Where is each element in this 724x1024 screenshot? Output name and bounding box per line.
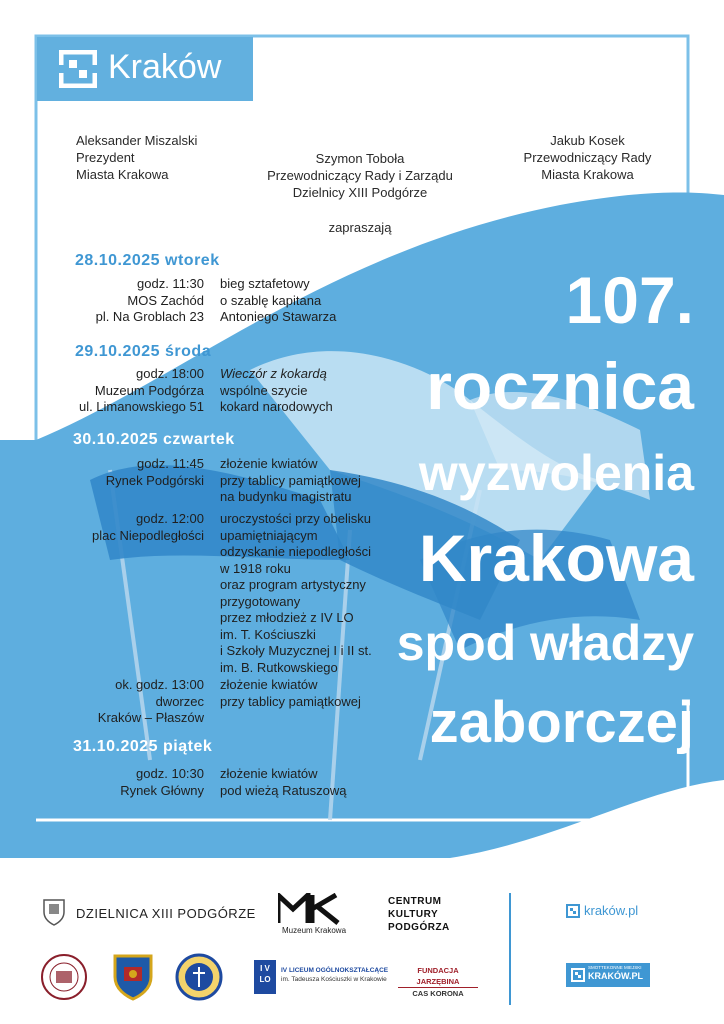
event-desc-line: na budynku magistratu: [220, 489, 352, 504]
event-desc-line: złożenie kwiatów: [220, 456, 318, 471]
iv-lo-text: [281, 966, 388, 984]
headline-line-1: 107.: [565, 263, 694, 337]
krakow-logo-icon: [59, 50, 97, 88]
event-3-2: [0, 511, 724, 681]
host-center-role: Przewodniczący Rady i Zarządu: [267, 168, 453, 183]
event-place: Rynek Główny: [120, 782, 204, 798]
music-school-seal-icon: [175, 953, 223, 1001]
host-center-name: Szymon Toboła: [315, 151, 405, 166]
podgorze-crest-icon: [112, 953, 154, 1001]
event-3-1: [0, 456, 724, 508]
date-day-2: 29.10.2025 środa: [75, 343, 212, 360]
event-location: [98, 677, 204, 727]
event-place: Muzeum Podgórza: [94, 382, 204, 398]
event-desc-line: Wieczór z kokardą: [220, 366, 327, 381]
centrum-line-2: KULTURY: [388, 909, 439, 920]
event-desc-line: przez młodzież z IV LO: [220, 610, 354, 625]
headline-line-5: spod władzy: [396, 615, 694, 671]
event-desc-line: pod wieżą Ratuszową: [220, 782, 347, 798]
event-1-1: [0, 276, 724, 328]
event-desc-line: uroczystości przy obelisku: [220, 511, 371, 526]
event-location: [96, 276, 204, 326]
event-desc-line: w 1918 roku: [220, 560, 291, 576]
fundacja-logo: [398, 965, 478, 999]
date-day-3: 30.10.2025 czwartek: [73, 431, 235, 448]
krakow-pl-badge[interactable]: [566, 963, 650, 987]
event-desc-line: upamiętniającym: [220, 527, 318, 543]
krakow-pl-icon: [566, 904, 580, 918]
event-address: ul. Limanowskiego 51: [78, 399, 204, 414]
event-desc-line: o szablę kapitana: [220, 292, 322, 308]
event-desc-line: odzyskanie niepodległości: [220, 544, 372, 559]
headline-line-3: wyzwolenia: [418, 445, 694, 501]
krakow-pl-badge-small: SMOTTEKONNE MIEJSKI: [588, 965, 642, 970]
krakow-pl-badge-icon: [571, 968, 585, 982]
event-location: [79, 366, 204, 416]
iv-lo-badge-line-2: LO: [259, 975, 271, 984]
event-description: [220, 366, 333, 416]
iv-lo-badge: [254, 960, 276, 994]
host-right-name: Jakub Kosek: [550, 133, 625, 148]
event-4-1: [0, 766, 724, 802]
host-center: [250, 150, 470, 201]
event-time: godz. 10:30: [136, 766, 204, 781]
event-desc-line: bieg sztafetowy: [220, 276, 310, 291]
host-left-role: Prezydent: [76, 150, 135, 165]
event-time: godz. 11:30: [137, 276, 204, 291]
event-desc-line: im. T. Kościuszki: [220, 626, 316, 642]
dzielnica-crest-icon: [42, 898, 66, 926]
event-description: [220, 766, 346, 799]
footer: [0, 858, 724, 1024]
event-desc-line: przy tablicy pamiątkowej: [220, 693, 361, 709]
event-location: [106, 456, 204, 489]
event-desc-line: oraz program artystyczny: [220, 577, 366, 592]
event-place: dworzec: [155, 693, 204, 709]
event-address: pl. Na Groblach 23: [95, 309, 204, 324]
headline-line-4: Krakowa: [418, 521, 694, 595]
host-left: [76, 132, 197, 183]
muzeum-krakowa-logo-icon: [278, 893, 340, 925]
krakow-logo-text: Kraków: [108, 48, 222, 86]
centrum-kultury-logo: [388, 895, 450, 934]
event-description: [220, 511, 372, 676]
event-place: plac Niepodległości: [91, 527, 204, 543]
event-address: Kraków – Płaszów: [97, 710, 204, 725]
event-desc-line: wspólne szycie: [220, 382, 308, 398]
centrum-line-1: CENTRUM: [388, 896, 442, 907]
event-desc-line: kokard narodowych: [220, 399, 333, 414]
event-location: [120, 766, 204, 799]
event-time: ok. godz. 13:00: [115, 677, 204, 692]
dzielnica-logo-text: DZIELNICA XIII PODGÓRZE: [76, 906, 256, 921]
host-right-org: Miasta Krakowa: [541, 167, 634, 182]
krakow-pl-badge-large: KRAKÓW.PL: [588, 971, 643, 981]
host-left-name: Aleksander Miszalski: [76, 133, 198, 148]
event-description: [220, 276, 336, 326]
iv-lo-name: IV LICEUM OGÓLNOKSZTAŁCĄCE: [281, 967, 389, 974]
iv-lo-badge-line-1: I V: [260, 964, 270, 973]
event-desc-line: złożenie kwiatów: [220, 677, 318, 692]
krakow-pl-link[interactable]: kraków.pl: [584, 903, 639, 918]
muzeum-krakowa-text: Muzeum Krakowa: [282, 926, 347, 935]
event-description: [220, 456, 361, 506]
event-desc-line: złożenie kwiatów: [220, 766, 318, 781]
fundacja-line-1: FUNDACJA JARZĘBINA: [416, 966, 460, 986]
event-time: godz. 11:45: [137, 456, 204, 471]
invite-text: zapraszają: [328, 220, 392, 235]
host-right: [500, 132, 675, 183]
event-desc-line: Antoniego Stawarza: [220, 309, 337, 324]
event-2-1: [0, 366, 724, 418]
event-time: godz. 18:00: [136, 366, 204, 381]
headline-line-2: rocznica: [426, 349, 694, 423]
school-seal-icon: [40, 953, 88, 1001]
event-desc-line: przy tablicy pamiątkowej: [220, 472, 361, 488]
centrum-line-3: PODGÓRZA: [388, 922, 450, 933]
date-day-4: 31.10.2025 piątek: [73, 738, 213, 755]
event-place: Rynek Podgórski: [105, 472, 204, 488]
iv-lo-patron: im. Tadeusza Kościuszki w Krakowie: [281, 976, 387, 983]
host-left-org: Miasta Krakowa: [76, 167, 169, 182]
date-day-1: 28.10.2025 wtorek: [75, 252, 220, 269]
event-location: [92, 511, 204, 544]
footer-separator: [509, 893, 511, 1005]
host-right-role: Przewodniczący Rady: [523, 150, 652, 165]
event-place: MOS Zachód: [127, 292, 204, 308]
event-desc-line: przygotowany: [220, 593, 301, 609]
event-desc-line: im. B. Rutkowskiego: [220, 659, 338, 675]
fundacja-line-2: CAS KORONA: [398, 987, 478, 999]
headline-line-6: zaborczej: [429, 690, 694, 755]
host-center-org: Dzielnicy XIII Podgórze: [292, 185, 428, 200]
event-desc-line: i Szkoły Muzycznej I i II st.: [220, 643, 372, 658]
event-time: godz. 12:00: [136, 511, 204, 526]
event-description: [220, 677, 361, 710]
event-3-3: [0, 677, 724, 729]
